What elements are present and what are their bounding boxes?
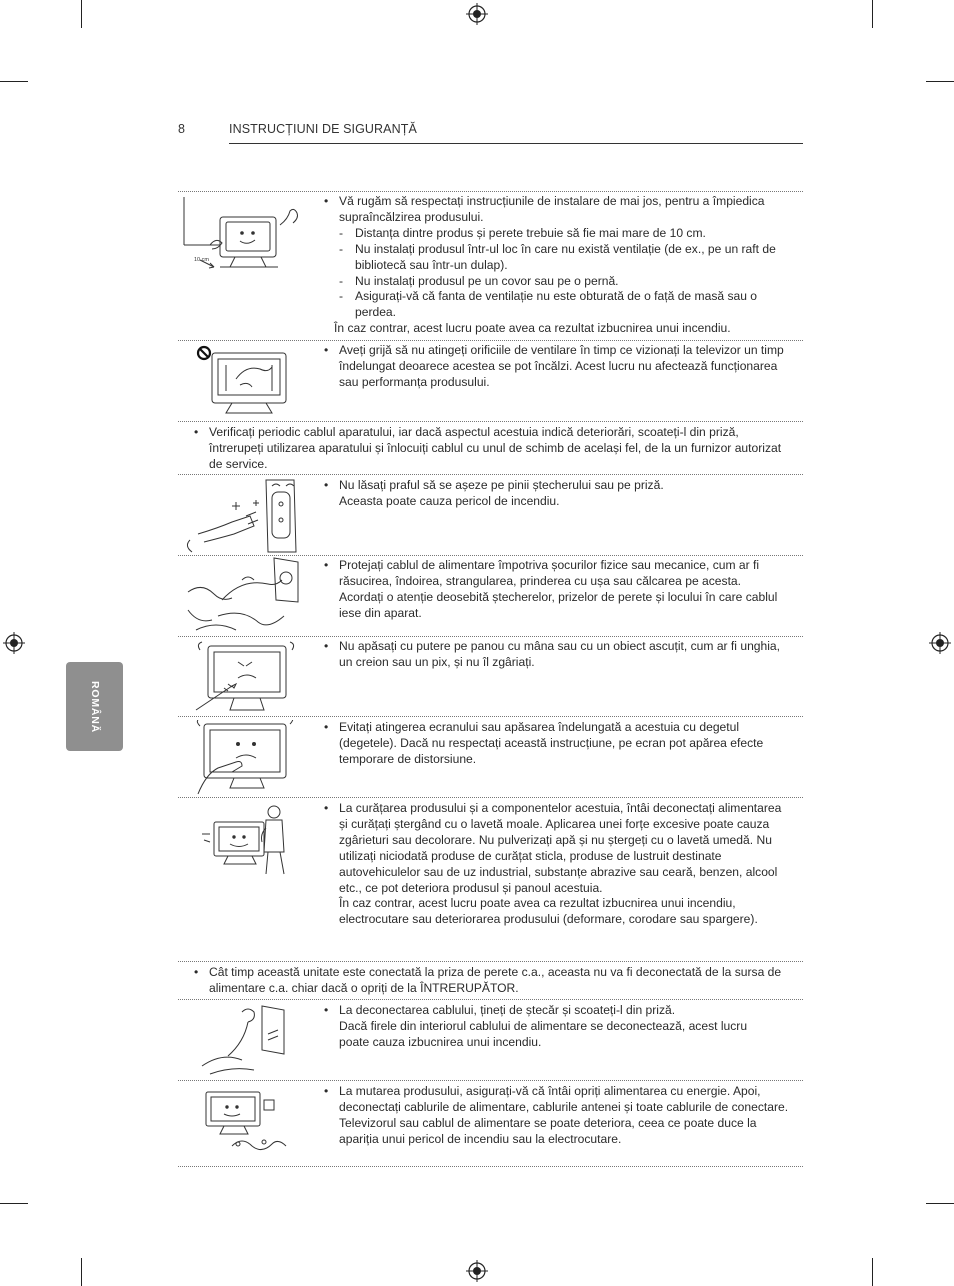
row-divider	[178, 797, 803, 798]
tv-wall-distance-illustration	[180, 195, 305, 275]
distance-label: 10 cm	[194, 257, 209, 263]
bullet-text: Cât timp această unitate este conectată la priza de perete c.a., aceasta nu va fi deconectată de la sursa de alimentare c.a. chiar dacă o opriți de la ÎNTRERUPĂTOR.	[209, 965, 782, 995]
row-divider	[178, 961, 803, 962]
registration-mark-icon	[929, 632, 951, 654]
crop-mark	[926, 81, 954, 82]
bullet-text: Nu apăsați cu putere pe panou cu mâna sau cu un obiect ascuțit, cum ar fi unghia, un creion sau un pix, și nu îl zgâriați.	[339, 639, 781, 669]
tv-back-vents-illustration	[196, 345, 296, 417]
bullet-text: Evitați atingerea ecranului sau apăsarea îndelungată a acestuia cu degetul (degetele). Dacă nu respectați această instrucțiune, pe ecran pot apărea efecte temporare de distorsiune.	[339, 720, 764, 766]
bullet-text: Nu lăsați praful să se așeze pe pinii ștecherului sau pe priză.	[339, 478, 664, 492]
section-unplug: • La deconectarea cablului, țineți de ștecăr și scoateți-l din priză. Dacă firele din interiorul cablului de alimentare se deconectează, acest lucru poate cauza izbucnirea unui incendiu.	[324, 1003, 770, 1051]
section-cleaning: • La curățarea produsului și a componentelor acestuia, întâi deconectați alimentarea și curățați ștergând cu o lavetă moale. Aplicarea unei forțe excesive poate cauza zgârieturi sau decolorare. Nu pulverizați apă și nu ștergeți cu o lavetă umedă. Nu utilizați niciodată produse de curățat sticla, produse de lustruit destinate autovehiculelor sau de uz industrial, substanțe abrazive sau ceară, benzen, alcool etc., ce pot deteriora produsul și panoul acestuia. În caz contrar, acest lucru poate avea ca rezultat izbucnirea unui incendiu, electrocutare sau deteriorarea produsului (deformare, corodare sau spargere).	[324, 801, 790, 928]
page-title: INSTRUCȚIUNI DE SIGURANȚĂ	[229, 122, 417, 136]
row-divider	[178, 1166, 803, 1167]
crop-mark	[81, 0, 82, 28]
finger-screen-illustration	[194, 720, 299, 796]
header-rule	[229, 143, 803, 144]
crop-mark	[926, 1203, 954, 1204]
row-divider	[178, 191, 803, 192]
section-ventilation-install: • Vă rugăm să respectați instrucțiunile de instalare de mai jos, pentru a împiedica supraîncălzirea produsului. - Distanța dintre produs și perete trebuie să fie mai mare de 10 cm. - Nu instalați produsul într-ul loc în care nu există ventilație (de ex., pe un raft de bibliotecă sau într-un dulap). - Nu instalați produsul pe un covor sau pe o pernă. - Asigurați-vă că fanta de ventilație nu este obturată de o față de masă sau o perdea. În caz contrar, acest lucru poate avea ca rezultat izbucnirea unui incendiu.	[324, 194, 799, 337]
section-check-cable: • Verificați periodic cablul aparatului, iar dacă aspectul acestuia indică deteriorări, scoateți-l din priză, întrerupeți utilizarea aparatului și înlocuiți cablul cu unul de schimb de același fel, de la un furnizor autorizat de service.	[194, 425, 784, 473]
row-divider	[178, 999, 803, 1000]
crop-mark	[872, 0, 873, 28]
extra-text: Dacă firele din interiorul cablului de alimentare se deconectează, acest lucru poate cauza izbucnirea unui incendiu.	[339, 1018, 748, 1049]
cleaning-tv-illustration	[200, 802, 295, 880]
registration-mark-icon	[466, 3, 488, 25]
dash-item: Nu instalați produsul într-ul loc în care nu există ventilație (de ex., pe un raft de bibliotecă sau într-un dulap).	[355, 241, 776, 272]
bullet-text: Verificați periodic cablul aparatului, iar dacă aspectul acestuia indică deteriorări, scoateți-l din priză, întrerupeți utilizarea aparatului și înlocuiți cablul cu unul de schimb de același fel, de la un furnizor autorizat de service.	[209, 425, 782, 471]
row-divider	[178, 474, 803, 475]
bullet-text: Vă rugăm să respectați instrucțiunile de instalare de mai jos, pentru a împiedica supraîncălzirea produsului.	[339, 194, 765, 224]
row-divider	[178, 340, 803, 341]
section-dust-plug: • Nu lăsați praful să se așeze pe pinii ștecherului sau pe priză. Aceasta poate cauza pericol de incendiu.	[324, 478, 784, 510]
crop-mark	[0, 1203, 28, 1204]
row-divider	[178, 716, 803, 717]
extra-text: Aceasta poate cauza pericol de incendiu.	[339, 493, 560, 508]
section-footer: În caz contrar, acest lucru poate avea ca rezultat izbucnirea unui incendiu.	[334, 321, 731, 336]
section-press-panel: • Nu apăsați cu putere pe panou cu mâna sau cu un obiect ascuțit, cum ar fi unghia, un creion sau un pix, și nu îl zgâriați.	[324, 639, 784, 671]
bullet-text: Aveți grijă să nu atingeți orificiile de ventilare în timp ce vizionați la televizor un timp îndelungat deoarece acestea se pot încălzi. Acest lucru nu afectează funcționarea sau performanța produsului.	[339, 343, 784, 389]
extra-text: În caz contrar, acest lucru poate avea ca rezultat izbucnirea unui incendiu, electrocutare sau deteriorarea produsului (deformare, corodare sau spargere).	[339, 896, 758, 927]
bullet-text: La deconectarea cablului, țineți de ștecăr și scoateți-l din priză.	[339, 1003, 676, 1017]
move-tv-cables-illustration	[202, 1086, 297, 1154]
row-divider	[178, 636, 803, 637]
page-number: 8	[178, 122, 185, 136]
row-divider	[178, 1080, 803, 1081]
section-moving: • La mutarea produsului, asigurați-vă că întâi opriți alimentarea cu energie. Apoi, deconectați cablurile de alimentare, cablurile antenei și toate cablurile de conectare. Televizorul sau cablul de alimentare se poate deteriora, ceea ce poate duce la apariția unui pericol de incendiu sau la electrocutare.	[324, 1084, 789, 1146]
bullet-text: La curățarea produsului și a componentelor acestuia, întâi deconectați alimentarea și curățați ștergând cu o lavetă moale. Aplicarea unei forțe excesive poate cauza zgârieturi sau decolorare. Nu pulverizați apă și nu ștergeți cu o lavetă umedă. Nu utilizați niciodată produse de curățat sticla, produse de lustruit destinate autovehiculelor sau de uz industrial, substanțe abrazive sau ceară, benzen, alcool etc., ce pot deteriora produsul și panoul acestuia.	[339, 801, 782, 895]
bullet-text: La mutarea produsului, asigurați-vă că întâi opriți alimentarea cu energie. Apoi, deconectați cablurile de alimentare, cablurile antenei și toate cablurile de conectare.	[339, 1084, 789, 1114]
plug-dust-illustration	[186, 478, 301, 554]
dash-item: Distanța dintre produs și perete trebuie să fie mai mare de 10 cm.	[355, 225, 706, 240]
row-divider	[178, 421, 803, 422]
section-protect-cord: • Protejați cablul de alimentare împotriva șocurilor fizice sau mecanice, cum ar fi răsucirea, îndoirea, strangularea, prinderea cu ușa sau călcarea pe acesta. Acordați o atenție deosebită ștecherelor, prizelor de perete și locului în care cablul iese din aparat.	[324, 558, 786, 622]
language-tab	[66, 662, 123, 751]
section-power-switch: • Cât timp această unitate este conectată la priza de perete c.a., aceasta nu va fi deconectată de la sursa de alimentare c.a. chiar dacă o opriți de la ÎNTRERUPĂTOR.	[194, 965, 789, 997]
bullet-text: Protejați cablul de alimentare împotriva șocurilor fizice sau mecanice, cum ar fi răsucirea, îndoirea, strangularea, prinderea cu ușa sau călcarea pe acesta. Acordați o atenție deosebită ștecherelor, prizelor de perete și locului în care cablul iese din aparat.	[339, 558, 778, 620]
dash-item: Nu instalați produsul pe un covor sau pe o pernă.	[355, 273, 619, 288]
dash-item: Asigurați-vă că fanta de ventilație nu este obturată de o față de masă sau o perdea.	[355, 289, 758, 320]
extra-text: Televizorul sau cablul de alimentare se poate deteriora, ceea ce poate duce la apariția unui pericol de incendiu sau la electrocutare.	[339, 1115, 757, 1146]
section-vent-openings: • Aveți grijă să nu atingeți orificiile de ventilare în timp ce vizionați la televizor un timp îndelungat deoarece acestea se pot încălzi. Acest lucru nu afectează funcționarea sau performanța produsului.	[324, 343, 784, 389]
crop-mark	[872, 1258, 873, 1286]
cord-twist-illustration	[182, 556, 302, 636]
crop-mark	[81, 1258, 82, 1286]
registration-mark-icon	[3, 632, 25, 654]
section-touch-screen: • Evitați atingerea ecranului sau apăsarea îndelungată a acestuia cu degetul (degetele). Dacă nu respectați această instrucțiune, pe ecran pot apărea efecte temporare de distorsiune.	[324, 720, 780, 768]
pressing-panel-illustration	[194, 640, 299, 716]
prohibited-icon	[198, 347, 210, 359]
language-tab-label: ROMÂNĂ	[88, 680, 101, 733]
crop-mark	[0, 81, 28, 82]
registration-mark-icon	[466, 1260, 488, 1282]
unplug-cord-illustration	[198, 1004, 298, 1076]
